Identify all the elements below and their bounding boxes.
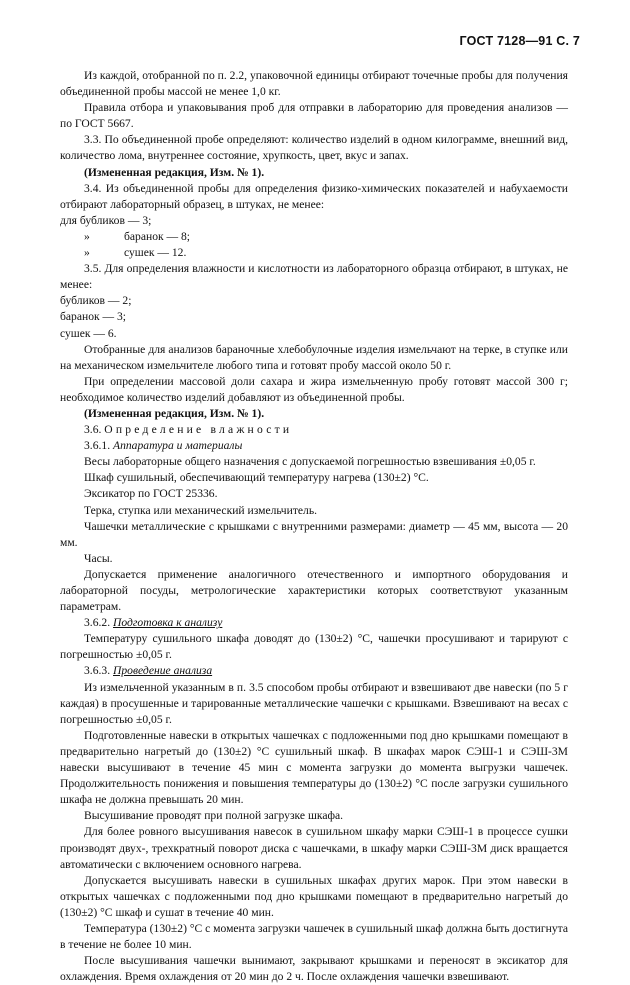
paragraph: Температуру сушильного шкафа доводят до (130±2) °С, чашечки просушивают и тарируют с погрешностью ±0,05 г. <box>60 632 568 662</box>
paragraph: Правила отбора и упаковывания проб для отправки в лабораторию для проведения анализов — по ГОСТ 5667. <box>60 101 568 131</box>
paragraph: Допускается применение аналогичного отечественного и импортного оборудования и лабораторной посуды, метрологические характеристики которых соответствуют указанным параметрам. <box>60 567 568 614</box>
section-title: Проведение анализа <box>113 664 213 678</box>
amendment-note: (Измененная редакция, Изм. № 1). <box>84 406 265 420</box>
paragraph: Из измельченной указанным в п. 3.5 способом пробы отбирают и взвешивают две навески (по 5 г каждая) в просушенные и тарированные металлические чашечки с крышками. Взвешивают на весах с погрешностью ±0,05 г. <box>60 680 568 726</box>
paragraph: Для более ровного высушивания навесок в сушильном шкафу марки СЭШ-1 в процессе сушки производят двух-, трехкратный поворот диска с чашечками, в шкафу марки СЭШ-3М диск вращается автоматически с включением основного нагрева. <box>60 825 568 871</box>
paragraph: Эксикатор по ГОСТ 25336. <box>84 487 218 501</box>
document-body <box>60 68 568 985</box>
subsection-heading-3-6-3 <box>60 663 568 679</box>
paragraph-3-3: 3.3. По объединенной пробе определяют: количество изделий в одном килограмме, внешний вид, количество лома, внутреннее состояние, хрупкость, цвет, вкус и запах. <box>60 133 568 163</box>
paragraph: Отобранные для анализов бараночные хлебобулочные изделия измельчают на терке, в ступке или на механическом измельчителе любого типа и готовят пробу массой около 50 г. <box>60 342 568 372</box>
list-item: для бубликов — 3; <box>60 213 152 227</box>
amendment-note: (Измененная редакция, Изм. № 1). <box>84 165 265 179</box>
page-header: ГОСТ 7128—91 С. 7 <box>459 34 580 48</box>
paragraph: Температура (130±2) °С с момента загрузки чашечек в сушильный шкаф должна быть достигнута в течение не более 10 мин. <box>60 921 568 952</box>
paragraph-3-5: 3.5. Для определения влажности и кислотности из лабораторного образца отбирают, в штуках, не менее: <box>60 262 568 292</box>
list-item-text: сушек — 12. <box>124 246 187 260</box>
section-number: 3.6.1. <box>84 439 111 453</box>
paragraph: После высушивания чашечки вынимают, закрывают крышками и переносят в эксикатор для охлаждения. Время охлаждения от 20 мин до 2 ч. После охлаждения чашечки взвешивают. <box>60 954 568 984</box>
paragraph: Терка, ступка или механический измельчитель. <box>84 503 318 517</box>
paragraph: Шкаф сушильный, обеспечивающий температуру нагрева (130±2) °С. <box>84 471 429 485</box>
paragraph: Часы. <box>84 551 113 565</box>
subsection-heading-3-6-1 <box>60 438 568 454</box>
paragraph: Подготовленные навески в открытых чашечках с подложенными под дно крышками помещают в предварительно нагретый до (130±2) °С сушильный шкаф. В шкафах марок СЭШ-1 и СЭШ-3М навески высушивают в течение 45 мин с момента загрузки до момента выгрузки чашечек. Продолжительность понижения и повышения температуры до (130±2) °С после загрузки сушильного шкафа не должна превышать 20 мин. <box>60 728 568 807</box>
section-title: Подготовка к анализу <box>113 616 223 630</box>
paragraph: Весы лабораторные общего назначения с допускаемой погрешностью взвешивания ±0,05 г. <box>84 455 536 469</box>
section-title: Определение влажности <box>104 423 293 437</box>
list-item-text: баранок — 8; <box>124 229 191 243</box>
paragraph: Допускается высушивать навески в сушильных шкафах других марок. При этом навески в открытых чашечках с подложенными под дно крышками помещают в предварительно нагретый до (130±2) °С шкаф и сушат в течение 40 мин. <box>60 873 568 919</box>
list-item: сушек — 6. <box>60 326 117 340</box>
ditto-mark: » <box>84 246 90 260</box>
ditto-mark: » <box>84 229 90 243</box>
paragraph-3-4: 3.4. Из объединенной пробы для определения физико-химических показателей и набухаемости отбирают лабораторный образец, в штуках, не менее: <box>60 181 568 211</box>
section-title: Аппаратура и материалы <box>113 439 243 453</box>
section-number: 3.6.2. <box>84 616 111 630</box>
subsection-heading-3-6-2 <box>60 615 568 631</box>
list-item <box>60 229 568 245</box>
list-item <box>60 245 568 261</box>
list-item: бубликов — 2; <box>60 294 132 308</box>
list-item: баранок — 3; <box>60 310 127 324</box>
section-number: 3.6.3. <box>84 664 111 678</box>
paragraph: Из каждой, отобранной по п. 2.2, упаковочной единицы отбирают точечные пробы для получения объединенной пробы массой не менее 1,0 кг. <box>60 69 568 99</box>
paragraph: При определении массовой доли сахара и жира измельченную пробу готовят массой 300 г; необходимое количество изделий добавляют из объединенной пробы. <box>60 374 568 404</box>
paragraph: Высушивание проводят при полной загрузке шкафа. <box>84 809 344 823</box>
paragraph: Чашечки металлические с крышками с внутренними размерами: диаметр — 45 мм, высота — 20 мм. <box>60 519 568 549</box>
section-number: 3.6. <box>84 423 102 437</box>
section-heading-3-6 <box>60 422 568 438</box>
